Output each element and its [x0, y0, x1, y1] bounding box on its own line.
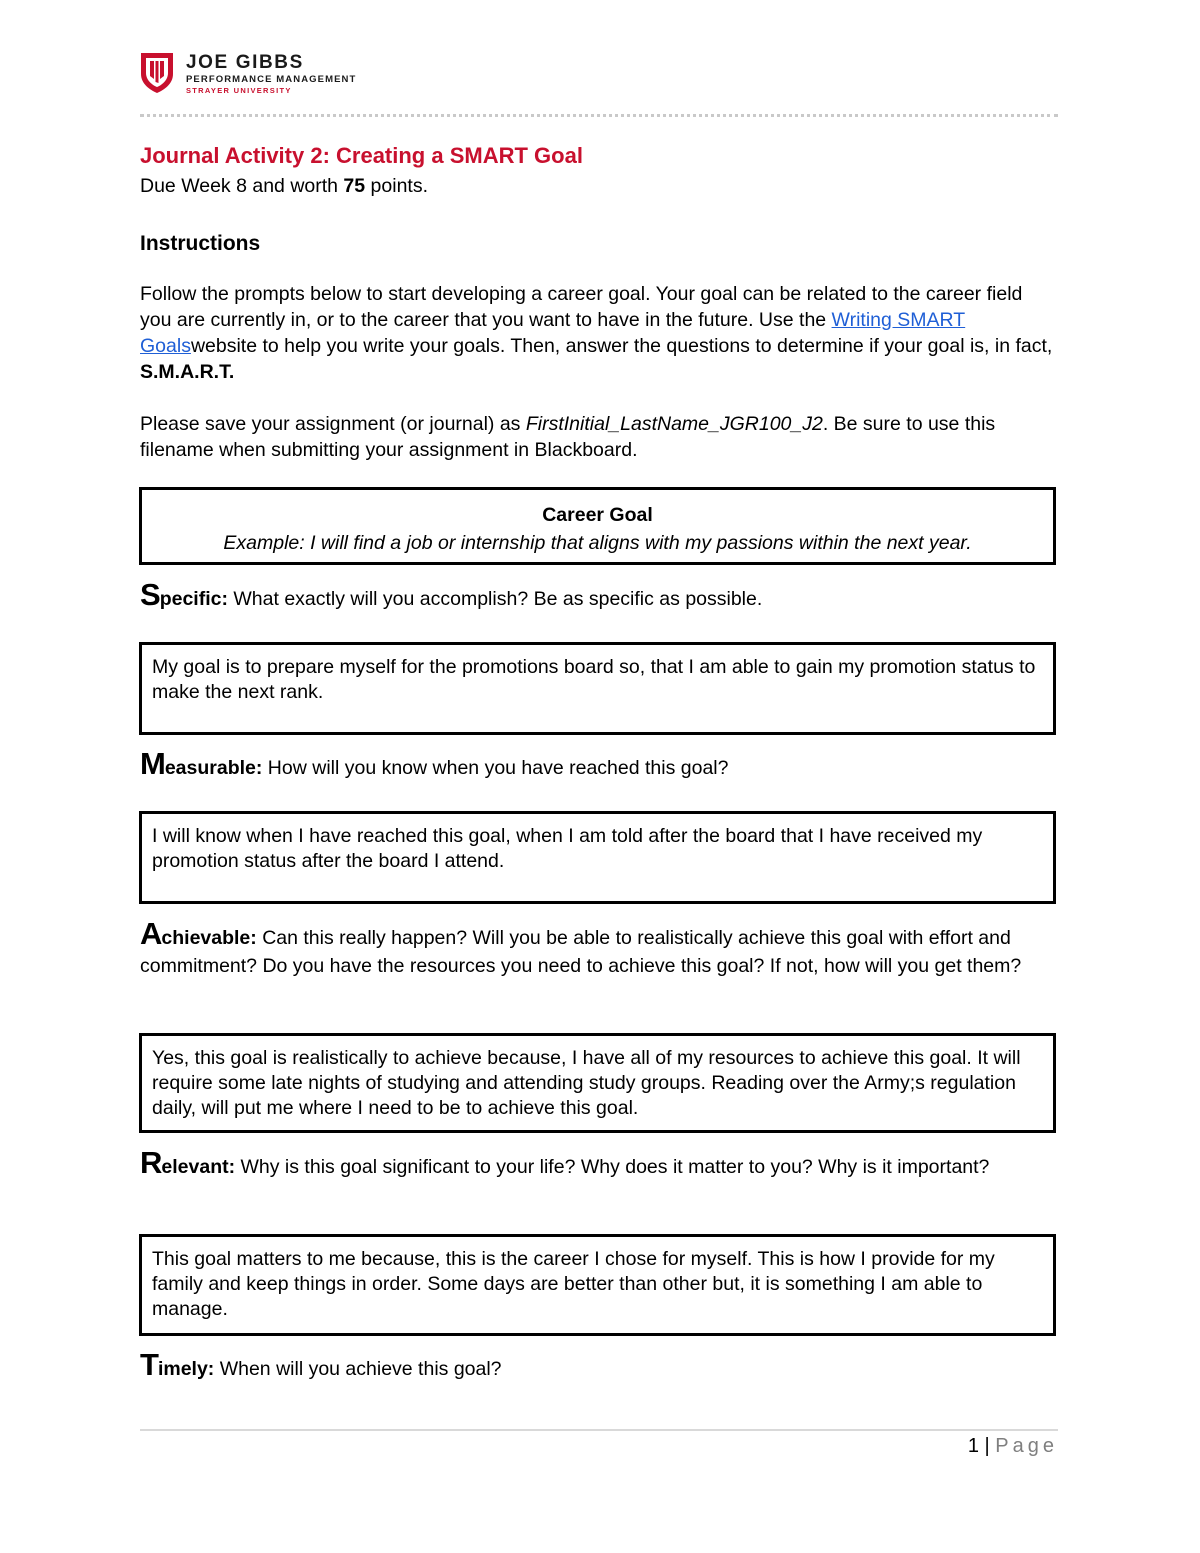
- timely-question: [140, 1347, 1055, 1382]
- specific-question-text: What exactly will you accomplish? Be as specific as possible.: [227, 588, 763, 610]
- relevant-question-text: Why is this goal significant to your life? Why does it matter to you? Why is it important?: [235, 1156, 990, 1178]
- instructions-paragraph-2: [140, 411, 1055, 463]
- achievable-question-text: Can this really happen? Will you be able to realistically achieve this goal with effort and commitment? Do you have the resources you need to achieve this goal? If not, how will you get them?: [140, 927, 1022, 977]
- para1-text-a: Follow the prompts below to start developing a career goal. Your goal can be related to the career field you are currently in, or to the career that you want to have in the future. Use the: [140, 283, 1023, 331]
- achievable-label: chievable:: [161, 927, 257, 949]
- specific-label: pecific:: [159, 588, 228, 610]
- career-goal-heading: Career Goal: [542, 504, 653, 526]
- measurable-question-text: How will you know when you have reached this goal?: [262, 757, 729, 779]
- due-line: [140, 173, 1055, 199]
- para1-text-b: website to help you write your goals. Then, answer the questions to determine if your goal is, in fact,: [190, 335, 1053, 357]
- achievable-answer: Yes, this goal is realistically to achieve because, I have all of my resources to achieve this goal. It will require some late nights of studying and attending study groups. Reading over the Army;s regulation daily, will put me where I need to be to achieve this goal.: [152, 1047, 1021, 1119]
- relevant-label: elevant:: [161, 1156, 236, 1178]
- career-goal-example: Example: I will find a job or internship that aligns with my passions within the next year.: [223, 532, 972, 554]
- specific-question: [140, 577, 1055, 612]
- relevant-question: [140, 1145, 1055, 1181]
- due-points: 75: [343, 175, 366, 197]
- logo-university: STRAYER UNIVERSITY: [186, 86, 292, 95]
- page-label: Page: [995, 1435, 1058, 1457]
- para2-text-b: . Be sure to use this filename when submitting your assignment in Blackboard.: [140, 413, 996, 461]
- relevant-answer-box[interactable]: [139, 1234, 1056, 1336]
- header-divider: [140, 114, 1058, 117]
- achievable-letter: A: [140, 916, 162, 951]
- logo-title: JOE GIBBS: [186, 52, 304, 73]
- page-title: Journal Activity 2: Creating a SMART Goal: [140, 143, 583, 168]
- measurable-answer: I will know when I have reached this goal, when I am told after the board that I have received my promotion status after the board I attend.: [152, 825, 983, 872]
- para2-text-a: Please save your assignment (or journal) as: [140, 413, 526, 435]
- filename-text: FirstInitial_LastName_JGR100_J2: [525, 413, 823, 435]
- timely-label: imely:: [157, 1358, 215, 1380]
- instructions-heading: Instructions: [140, 232, 261, 255]
- measurable-question: [140, 746, 1055, 781]
- relevant-letter: R: [140, 1145, 162, 1180]
- footer-separator: |: [978, 1435, 996, 1457]
- page-footer: [968, 1433, 1058, 1459]
- specific-letter: S: [140, 577, 160, 612]
- timely-letter: T: [140, 1347, 158, 1382]
- measurable-letter: M: [140, 746, 165, 781]
- shield-icon: [140, 52, 174, 94]
- career-goal-box: [139, 487, 1056, 565]
- measurable-label: easurable:: [164, 757, 263, 779]
- writing-smart-goals-link[interactable]: Writing SMART Goals: [140, 309, 966, 357]
- due-suffix: points.: [365, 175, 428, 197]
- achievable-answer-box[interactable]: [139, 1033, 1056, 1133]
- specific-answer: My goal is to prepare myself for the promotions board so, that I am able to gain my promotion status to make the next rank.: [152, 656, 1036, 703]
- specific-answer-box[interactable]: [139, 642, 1056, 735]
- achievable-question: [140, 916, 1055, 980]
- instructions-paragraph-1: [140, 281, 1055, 385]
- due-prefix: Due Week 8 and worth: [140, 175, 344, 197]
- logo-subtitle: PERFORMANCE MANAGEMENT: [186, 74, 357, 85]
- measurable-answer-box[interactable]: [139, 811, 1056, 904]
- page-number: 1: [967, 1435, 979, 1457]
- footer-divider: [140, 1429, 1058, 1431]
- timely-question-text: When will you achieve this goal?: [214, 1358, 502, 1380]
- relevant-answer: This goal matters to me because, this is the career I chose for myself. This is how I provide for my family and keep things in order. Some days are better than other but, it is something I am able to manage.: [152, 1248, 995, 1320]
- smart-acronym: S.M.A.R.T.: [140, 361, 235, 383]
